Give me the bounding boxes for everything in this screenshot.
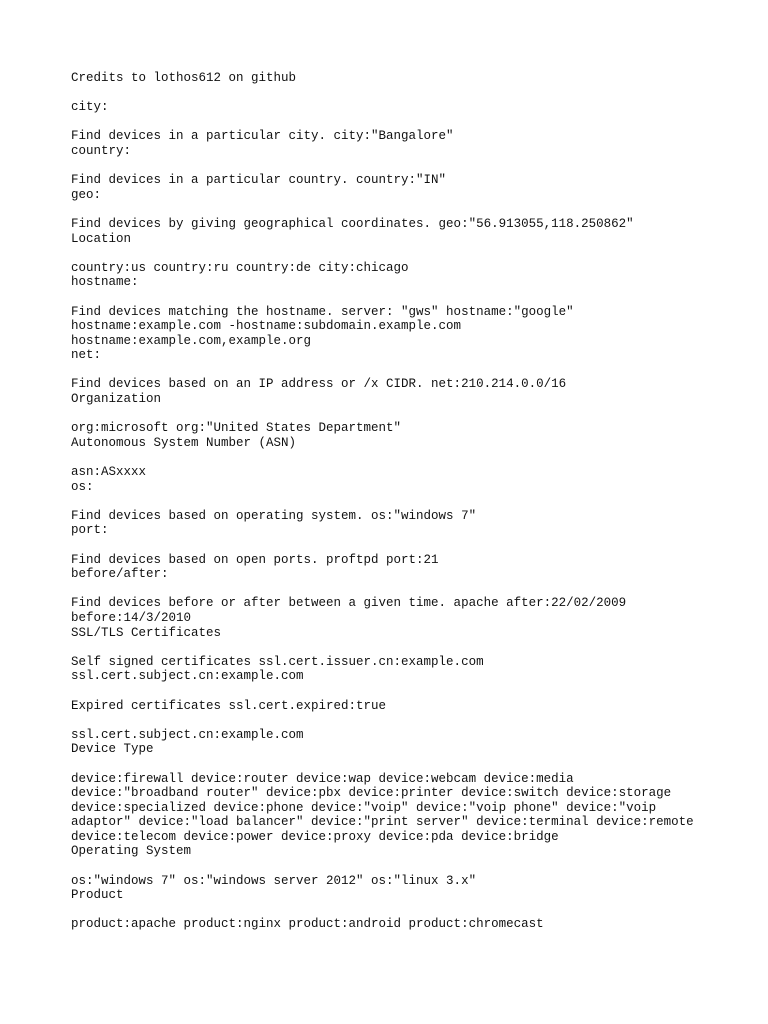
text-line: Find devices based on operating system. os:"windows 7"	[71, 508, 477, 523]
text-line: asn:ASxxxx	[71, 465, 147, 480]
text-line	[71, 202, 761, 217]
text-line: device:specialized device:phone device:"voip" device:"voip phone" device:"voip	[71, 800, 657, 815]
text-line: city:	[71, 100, 109, 115]
text-line: ssl.cert.subject.cn:example.com	[71, 727, 304, 742]
text-line: Product	[71, 888, 124, 903]
text-line	[71, 582, 761, 597]
text-line: Expired certificates ssl.cert.expired:true	[71, 698, 387, 713]
text-line: device:telecom device:power device:proxy device:pda device:bridge	[71, 829, 559, 844]
text-line: before/after:	[71, 567, 169, 582]
text-line	[71, 159, 761, 174]
text-line: geo:	[71, 187, 102, 202]
text-line: Find devices in a particular country. country:"IN"	[71, 173, 447, 188]
text-line	[71, 363, 761, 378]
text-line	[71, 290, 761, 305]
text-line: hostname:	[71, 275, 139, 290]
text-line	[71, 407, 761, 422]
text-line: hostname:example.com,example.org	[71, 333, 312, 348]
text-line	[71, 246, 761, 261]
text-line: device:firewall device:router device:wap device:webcam device:media	[71, 771, 574, 786]
text-line: Device Type	[71, 742, 154, 757]
text-line: before:14/3/2010	[71, 610, 192, 625]
text-line: org:microsoft org:"United States Department"	[71, 421, 402, 436]
text-line: port:	[71, 523, 109, 538]
text-line: Find devices based on open ports. proftpd port:21	[71, 552, 439, 567]
text-line	[71, 859, 761, 874]
text-line: net:	[71, 348, 102, 363]
text-line: Location	[71, 231, 132, 246]
text-line	[71, 903, 761, 918]
text-line: os:	[71, 479, 94, 494]
text-line	[71, 713, 761, 728]
text-line	[71, 86, 761, 101]
text-line	[71, 538, 761, 553]
text-line: Autonomous System Number (ASN)	[71, 435, 297, 450]
text-line: Self signed certificates ssl.cert.issuer.cn:example.com	[71, 654, 484, 669]
text-line: product:apache product:nginx product:android product:chromecast	[71, 917, 544, 932]
text-line	[71, 640, 761, 655]
text-line: os:"windows 7" os:"windows server 2012" os:"linux 3.x"	[71, 873, 477, 888]
text-line	[71, 757, 761, 772]
text-line: SSL/TLS Certificates	[71, 625, 222, 640]
text-line: Credits to lothos612 on github	[71, 71, 297, 85]
text-line: Find devices by giving geographical coordinates. geo:"56.913055,118.250862"	[71, 216, 634, 231]
text-line	[71, 684, 761, 699]
text-line: hostname:example.com -hostname:subdomain.example.com	[71, 319, 462, 334]
text-line: Find devices matching the hostname. server: "gws" hostname:"google"	[71, 304, 574, 319]
text-line: Find devices before or after between a given time. apache after:22/02/2009	[71, 596, 627, 611]
text-line: device:"broadband router" device:pbx device:printer device:switch device:storage	[71, 786, 672, 801]
text-line	[71, 450, 761, 465]
text-line: Operating System	[71, 844, 192, 859]
document-text	[71, 71, 761, 932]
text-line	[71, 115, 761, 130]
text-line: ssl.cert.subject.cn:example.com	[71, 669, 304, 684]
text-line	[71, 494, 761, 509]
text-line: adaptor" device:"load balancer" device:"print server" device:terminal device:remote	[71, 815, 694, 830]
text-line: Find devices in a particular city. city:"Bangalore"	[71, 129, 454, 144]
text-line: country:	[71, 143, 132, 158]
text-line: country:us country:ru country:de city:chicago	[71, 260, 409, 275]
text-line: Find devices based on an IP address or /x CIDR. net:210.214.0.0/16	[71, 377, 567, 392]
text-line: Organization	[71, 392, 162, 407]
